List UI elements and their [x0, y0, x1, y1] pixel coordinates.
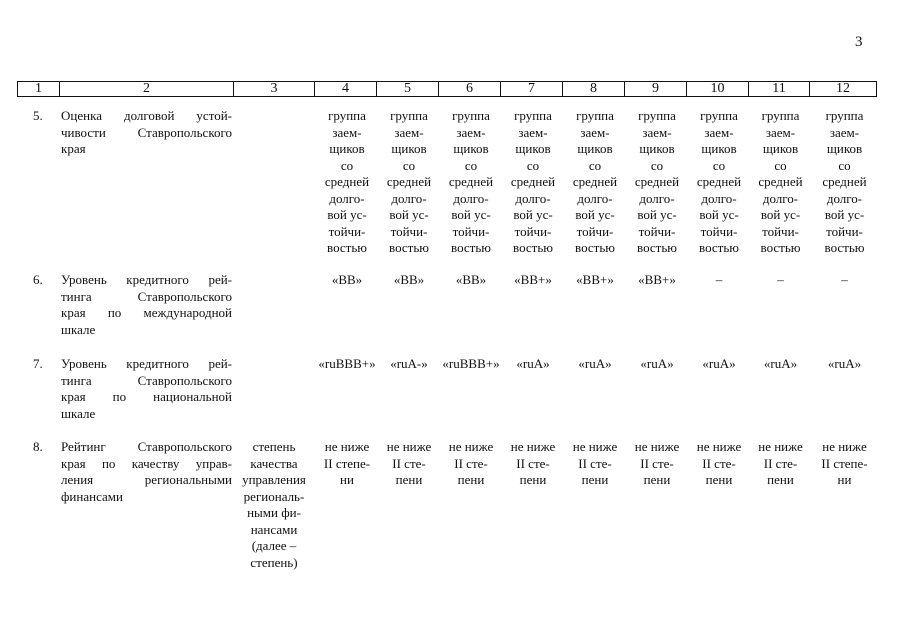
value-cell-col-8: [564, 272, 626, 289]
value-line: «ruA»: [827, 356, 862, 371]
value-line: группа: [390, 108, 428, 123]
value-cell-col-10: [688, 108, 750, 257]
header-col-11: 11: [749, 82, 810, 97]
value-line: вой ус-: [513, 207, 553, 222]
value-line: группа: [514, 108, 552, 123]
value-line: востью: [451, 240, 491, 255]
value-line: II степе-: [821, 455, 868, 471]
value-line: пени: [705, 472, 733, 487]
indicator-name-line: Оценка долговой устой-: [61, 108, 232, 123]
value-line: –: [777, 272, 784, 287]
row-number: 6.: [33, 272, 43, 287]
value-line: не ниже: [758, 439, 803, 454]
value-line: востью: [327, 240, 367, 255]
value-line: долго-: [453, 190, 489, 206]
value-line: заем-: [518, 124, 548, 140]
value-line: «ruBBB+»: [318, 356, 376, 371]
indicator-name: [61, 356, 232, 422]
value-line: «ruA»: [578, 356, 612, 371]
value-cell-col-10: [688, 272, 750, 289]
value-line: средней: [324, 174, 370, 189]
value-cell-col-12: [811, 356, 878, 373]
value-cell-col-12: [811, 272, 878, 289]
value-line: «ruA»: [763, 356, 798, 371]
value-line: пени: [395, 472, 423, 487]
value-line: со: [402, 157, 416, 173]
value-line: средней: [386, 174, 432, 189]
value-line: «BB+»: [638, 272, 676, 287]
value-line: не ниже: [696, 439, 742, 454]
indicator-name-line: края по качеству управ-: [61, 455, 232, 471]
header-col-9: 9: [625, 82, 687, 97]
value-line: заем-: [580, 124, 610, 140]
value-line: со: [340, 157, 354, 173]
header-col-1: 1: [18, 82, 60, 97]
value-line: средней: [634, 174, 680, 189]
indicator-name-line: края по международной: [61, 305, 232, 320]
value-line: не ниже: [386, 439, 432, 454]
value-cell-col-9: [626, 272, 688, 289]
value-cell-col-11: [750, 108, 811, 257]
value-line: тойчи-: [700, 223, 738, 239]
indicator-name-line: Рейтинг Ставропольского: [61, 439, 232, 454]
value-cell-col-12: [811, 108, 878, 257]
value-line: II сте-: [640, 455, 674, 471]
indicator-name-line: тинга Ставропольского: [61, 372, 232, 388]
value-line: вой ус-: [699, 207, 739, 222]
value-cell-col-6: [440, 108, 502, 257]
value-line: долго-: [639, 190, 675, 206]
row-number: 8.: [33, 439, 43, 454]
value-line: средней: [758, 174, 803, 189]
header-col-8: 8: [563, 82, 625, 97]
value-cell-col-5: [378, 108, 440, 257]
value-line: вой ус-: [637, 207, 677, 222]
value-cell-col-4: [316, 439, 378, 489]
value-line: средней: [448, 174, 494, 189]
value-line: вой ус-: [327, 207, 367, 222]
value-line: пени: [767, 472, 794, 487]
unit-line: нансами: [250, 521, 298, 537]
indicator-name-line: края по национальной: [61, 389, 232, 404]
value-line: долго-: [329, 190, 365, 206]
value-line: щиков: [826, 141, 863, 156]
value-line: вой ус-: [824, 207, 865, 222]
value-line: заем-: [394, 124, 424, 140]
value-line: тойчи-: [514, 223, 552, 239]
value-cell-col-10: [688, 356, 750, 373]
page-number: 3: [855, 34, 863, 50]
value-line: «BB»: [455, 272, 487, 287]
unit-of-measure: [234, 439, 314, 571]
value-line: со: [650, 157, 664, 173]
unit-line: степень): [250, 554, 298, 570]
value-line: тойчи-: [826, 223, 863, 239]
value-line: щиков: [639, 141, 675, 156]
value-cell-col-9: [626, 439, 688, 489]
header-col-3: 3: [234, 82, 315, 97]
value-line: не ниже: [634, 439, 680, 454]
value-line: «BB»: [393, 272, 425, 287]
value-line: вой ус-: [760, 207, 801, 222]
value-cell-col-10: [688, 439, 750, 489]
value-line: не ниже: [822, 439, 867, 454]
value-line: заем-: [829, 124, 860, 140]
value-line: щиков: [453, 141, 489, 156]
value-cell-col-8: [564, 108, 626, 257]
indicator-name-line: Уровень кредитного рей-: [61, 356, 232, 371]
value-line: щиков: [701, 141, 737, 156]
value-line: группа: [452, 108, 490, 123]
value-line: долго-: [701, 190, 737, 206]
value-line: не ниже: [448, 439, 494, 454]
row-number: 7.: [33, 356, 43, 371]
value-line: щиков: [577, 141, 613, 156]
value-line: –: [715, 272, 723, 287]
value-line: группа: [328, 108, 366, 123]
unit-line: региональ-: [243, 488, 305, 504]
value-cell-col-5: [378, 439, 440, 489]
value-line: востью: [575, 240, 615, 255]
value-line: II сте-: [454, 455, 488, 471]
value-line: группа: [825, 108, 864, 123]
value-line: не ниже: [572, 439, 618, 454]
value-line: долго-: [826, 190, 863, 206]
value-line: средней: [510, 174, 556, 189]
indicator-name: [61, 439, 232, 505]
value-line: не ниже: [324, 439, 370, 454]
value-line: востью: [699, 240, 739, 255]
value-line: II сте-: [702, 455, 736, 471]
value-line: II степе-: [323, 455, 371, 471]
value-line: средней: [822, 174, 867, 189]
header-col-5: 5: [377, 82, 439, 97]
value-line: вой ус-: [389, 207, 429, 222]
value-line: востью: [389, 240, 429, 255]
value-line: щиков: [515, 141, 551, 156]
value-cell-col-8: [564, 439, 626, 489]
value-line: –: [841, 272, 848, 287]
value-line: заем-: [332, 124, 362, 140]
value-line: не ниже: [510, 439, 556, 454]
value-cell-col-7: [502, 108, 564, 257]
header-col-2: 2: [60, 82, 234, 97]
header-col-10: 10: [687, 82, 749, 97]
value-cell-col-11: [750, 439, 811, 489]
value-cell-col-4: [316, 272, 378, 289]
value-line: группа: [700, 108, 738, 123]
value-line: со: [774, 157, 787, 173]
value-line: заем-: [765, 124, 796, 140]
header-col-4: 4: [315, 82, 377, 97]
value-line: тойчи-: [328, 223, 366, 239]
value-line: ни: [837, 472, 852, 487]
header-col-7: 7: [501, 82, 563, 97]
value-line: «ruA»: [516, 356, 550, 371]
value-cell-col-7: [502, 356, 564, 373]
value-line: со: [526, 157, 540, 173]
unit-line: ными фи-: [247, 505, 301, 520]
indicator-name: [61, 272, 232, 338]
value-cell-col-6: [440, 272, 502, 289]
indicator-name-line: края: [61, 141, 86, 156]
value-line: со: [464, 157, 478, 173]
value-line: II сте-: [578, 455, 612, 471]
indicator-name: [61, 108, 232, 158]
value-line: «ruA-»: [390, 356, 428, 371]
value-line: востью: [824, 240, 865, 255]
value-cell-col-4: [316, 356, 378, 373]
value-line: щиков: [391, 141, 427, 156]
unit-line: качества: [250, 455, 298, 471]
value-cell-col-9: [626, 356, 688, 373]
value-line: ни: [340, 472, 354, 487]
value-line: II сте-: [516, 455, 550, 471]
value-line: «ruA»: [640, 356, 674, 371]
value-line: щиков: [329, 141, 365, 156]
value-line: тойчи-: [452, 223, 490, 239]
indicator-name-line: чивости Ставропольского: [61, 124, 232, 140]
value-line: вой ус-: [451, 207, 491, 222]
unit-line: степень: [252, 439, 296, 454]
value-cell-col-6: [440, 356, 502, 373]
value-line: «BB»: [331, 272, 363, 287]
value-cell-col-7: [502, 272, 564, 289]
value-line: средней: [572, 174, 618, 189]
value-line: средней: [696, 174, 742, 189]
value-line: пени: [643, 472, 671, 487]
value-cell-col-5: [378, 272, 440, 289]
value-line: долго-: [577, 190, 613, 206]
value-line: пени: [457, 472, 485, 487]
value-cell-col-12: [811, 439, 878, 489]
value-line: заем-: [642, 124, 672, 140]
value-line: пени: [519, 472, 547, 487]
value-line: «ruA»: [702, 356, 736, 371]
value-line: группа: [761, 108, 800, 123]
value-cell-col-8: [564, 356, 626, 373]
value-line: «ruBBB+»: [442, 356, 500, 371]
indicator-name-line: финансами: [61, 488, 123, 504]
indicator-name-line: шкале: [61, 405, 96, 421]
value-line: востью: [513, 240, 553, 255]
value-line: со: [838, 157, 851, 173]
value-line: со: [712, 157, 726, 173]
unit-line: управления: [242, 472, 306, 487]
value-line: щиков: [762, 141, 799, 156]
value-line: тойчи-: [390, 223, 428, 239]
indicator-name-line: Уровень кредитного рей-: [61, 272, 232, 287]
value-line: тойчи-: [576, 223, 614, 239]
indicator-name-line: тинга Ставропольского: [61, 288, 232, 304]
header-col-12: 12: [810, 82, 877, 97]
value-cell-col-7: [502, 439, 564, 489]
value-line: заем-: [704, 124, 734, 140]
column-number-header: [17, 81, 877, 97]
value-cell-col-11: [750, 272, 811, 289]
value-line: II сте-: [763, 455, 798, 471]
value-line: долго-: [762, 190, 799, 206]
value-line: со: [588, 157, 602, 173]
value-line: вой ус-: [575, 207, 615, 222]
value-line: долго-: [515, 190, 551, 206]
value-line: тойчи-: [638, 223, 676, 239]
value-line: востью: [760, 240, 801, 255]
value-line: востью: [637, 240, 677, 255]
value-cell-col-6: [440, 439, 502, 489]
row-number: 5.: [33, 108, 43, 123]
value-cell-col-9: [626, 108, 688, 257]
value-line: пени: [581, 472, 609, 487]
unit-line: (далее –: [251, 538, 297, 553]
value-cell-col-11: [750, 356, 811, 373]
value-line: «BB+»: [576, 272, 614, 287]
value-line: группа: [638, 108, 676, 123]
value-cell-col-4: [316, 108, 378, 257]
value-line: «BB+»: [514, 272, 552, 287]
value-line: II сте-: [392, 455, 426, 471]
value-cell-col-5: [378, 356, 440, 373]
value-line: долго-: [391, 190, 427, 206]
indicator-name-line: ления региональными: [61, 472, 232, 487]
indicator-name-line: шкале: [61, 321, 96, 337]
header-col-6: 6: [439, 82, 501, 97]
value-line: группа: [576, 108, 614, 123]
value-line: заем-: [456, 124, 486, 140]
value-line: тойчи-: [762, 223, 799, 239]
